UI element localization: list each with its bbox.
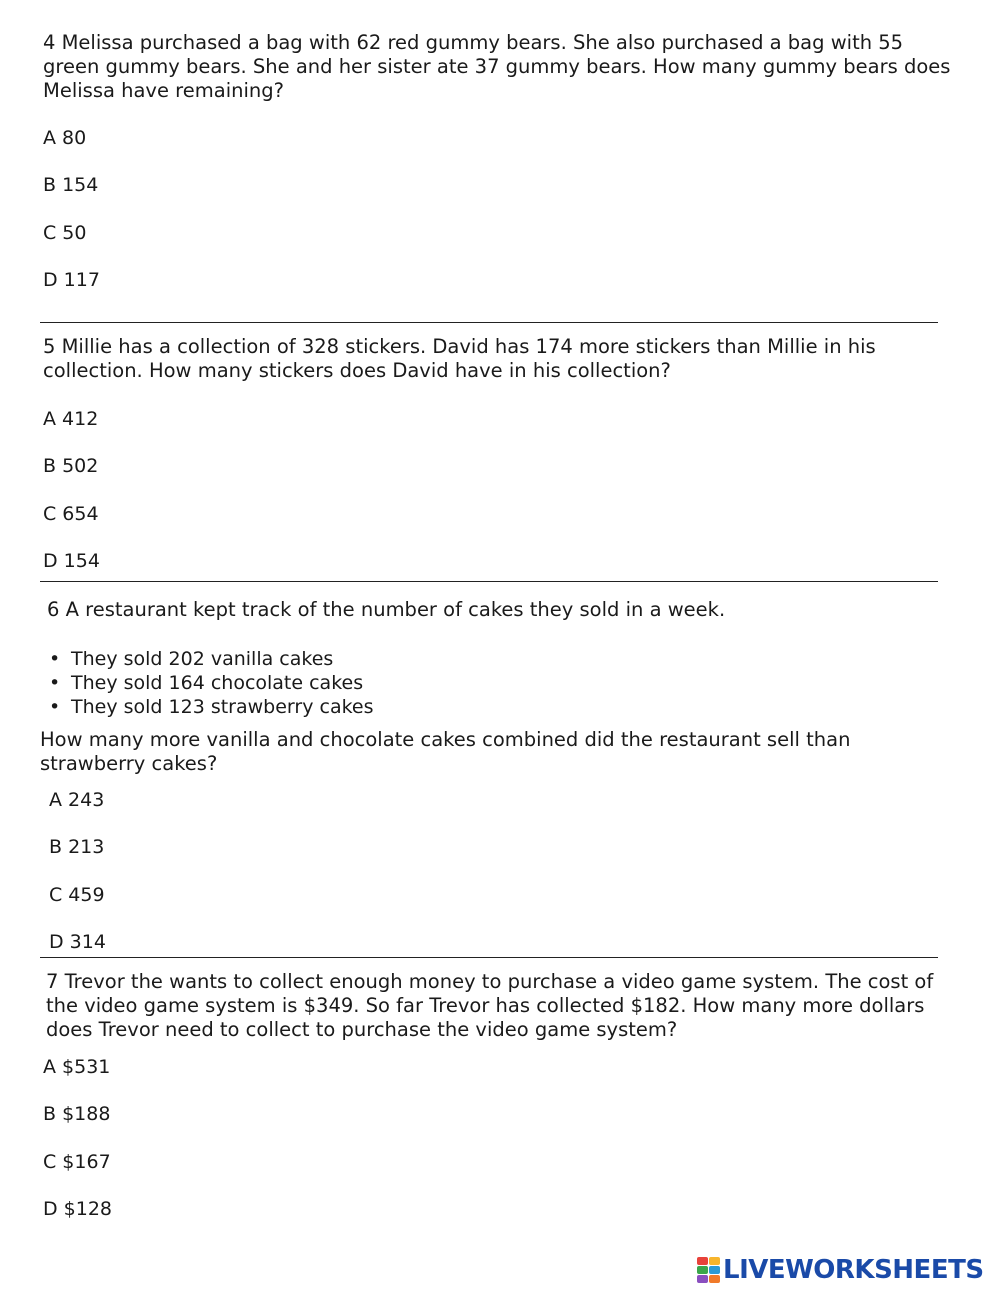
question-6-option-d[interactable]: D 314 [49,931,106,953]
liveworksheets-logo [697,1255,984,1285]
question-4-text: 4 Melissa purchased a bag with 62 red gummy bears. She also purchased a bag with 55 green gummy bears. She and her sister ate 37 gummy bears. How many gummy bears does Melissa have remaining? [43,31,951,102]
logo-text: LIVEWORKSHEETS [723,1255,984,1285]
divider [40,581,938,582]
question-7-option-d[interactable]: D $128 [43,1198,113,1220]
question-4-option-d[interactable]: D 117 [43,269,100,291]
question-6-bullet: • They sold 123 strawberry cakes [41,695,641,719]
question-6-option-c[interactable]: C 459 [49,884,105,906]
question-7-option-c[interactable]: C $167 [43,1151,111,1173]
question-7-text: 7 Trevor the wants to collect enough money to purchase a video game system. The cost of the video game system is $349. So far Trevor has collected $182. How many more dollars does Trevor need to collect to purchase the video game system? [46,970,934,1041]
question-6-bullet-list [41,647,641,719]
divider [40,322,938,323]
question-4-option-a[interactable]: A 80 [43,127,87,149]
question-4-option-b[interactable]: B 154 [43,174,99,196]
question-5-option-a[interactable]: A 412 [43,408,99,430]
question-7-option-a[interactable]: A $531 [43,1056,111,1078]
question-5-option-d[interactable]: D 154 [43,550,100,572]
question-6-bullet: • They sold 164 chocolate cakes [41,671,641,695]
question-7-option-b[interactable]: B $188 [43,1103,111,1125]
question-5-option-b[interactable]: B 502 [43,455,99,477]
question-5-text: 5 Millie has a collection of 328 stickers. David has 174 more stickers than Millie in his collection. How many stickers does David have in his collection? [43,335,876,382]
question-6-option-b[interactable]: B 213 [49,836,105,858]
question-6-followup: How many more vanilla and chocolate cakes combined did the restaurant sell than strawberry cakes? [40,728,851,775]
question-6-text: 6 A restaurant kept track of the number of cakes they sold in a week. [47,598,726,621]
question-6-bullet: • They sold 202 vanilla cakes [41,647,641,671]
question-4-option-c[interactable]: C 50 [43,222,87,244]
question-6-option-a[interactable]: A 243 [49,789,105,811]
divider [40,957,938,958]
logo-blocks-icon [697,1257,720,1284]
question-5-option-c[interactable]: C 654 [43,503,99,525]
